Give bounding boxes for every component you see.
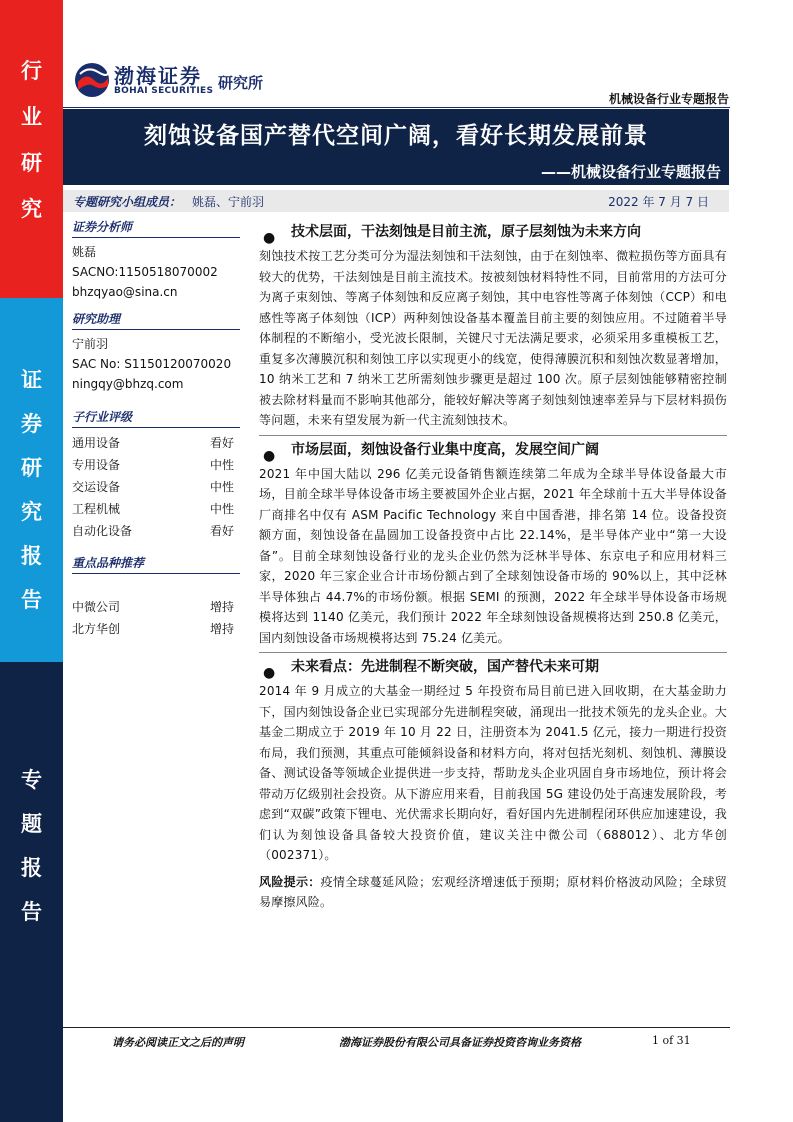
footer-qualification: 渤海证券股份有限公司具备证券投资咨询业务资格 [339,1036,581,1049]
section-heading: 市场层面，刻蚀设备行业集中度高，发展空间广阔 [291,441,599,458]
title-banner [63,109,729,185]
section-title-tech [259,218,727,246]
stock-rating: 增持 [209,600,234,614]
side-tab-char: 报 [21,543,42,568]
rating-industry: 专用设备 [72,458,121,472]
section-body-outlook: 2014 年 9 月成立的大基金一期经过 5 年投资布局目前已进入回收期，在大基金助力下，国内刻蚀设备企业已实现部分先进制程突破，涌现出一批技术领先的龙头企业。大基金二期成立于 2019 年 10 月 22 日，注册资本为 2041.5 亿元，接力一期进行投资布局，我们预测，其重点可能倾斜设备和材料方向，将对包括光刻机、刻蚀机、薄膜设备、测试设备等领域企业提供进一步支持，帮助龙头企业巩固自身市场地位，预计将会带动万亿级别社会投资。从下游应用来看，目前我国 5G 建设仍处于高速发展阶段，考虑到“双碳”政策下锂电、光伏需求长期向好，看好国内先进制程闭环供应加速建设，我们认为刻蚀设备具备较大投资价值，建议关注中微公司（688012）、北方华创（002371）。 [259,684,727,862]
rating-value: 中性 [209,502,234,516]
side-tab-char: 告 [21,899,42,924]
bullet-icon: ● [263,665,276,681]
page-title: 刻蚀设备国产替代空间广阔，看好长期发展前景 [144,122,648,149]
side-tab-char: 研 [21,455,42,480]
sub-industry-heading: 子行业评级 [72,408,240,428]
rating-value: 中性 [209,480,234,494]
footer-disclaimer: 请务必阅读正文之后的声明 [112,1036,244,1049]
report-type-label: 机械设备行业专题报告 [608,92,729,106]
stock-name: 北方华创 [72,622,121,636]
rating-row [72,520,240,542]
main-content [259,216,727,913]
section-body-tech: 刻蚀技术按工艺分类可分为湿法刻蚀和干法刻蚀，由于在刻蚀率、微粒损伤等方面具有较大的优势，干法刻蚀是目前主流技术。按被刻蚀材料特性不同，目前常用的方法可分为离子束刻蚀、等离子体刻蚀和反应离子刻蚀，其中电容性等离子体刻蚀（CCP）和电感性等离子体刻蚀（ICP）两种刻蚀设备基本覆盖目前主要的刻蚀应用。不过随着半导体制程的不断缩小，受光波长限制，关键尺寸无法满足要求，必须采用多重模板工艺，重复多次薄膜沉积和刻蚀工序以实现更小的线宽，使得薄膜沉积和刻蚀次数显著增加，10 纳米工艺和 7 纳米工艺所需刻蚀步骤更是超过 100 次。原子层刻蚀能够精密控制被去除材料量而不影响其他部分，能较好解决等离子刻蚀刻蚀速率差异与下层材料损伤等问题，未来有望发展为新一代主流刻蚀技术。 [259,249,727,427]
side-tab-char: 业 [21,104,42,129]
assistant-name: 宁前羽 [72,337,109,351]
analyst-email[interactable]: bhzqyao@sina.cn [72,285,178,299]
side-tab-char: 券 [21,411,42,436]
analyst-sac: SACNO:1150518070002 [72,265,218,279]
risk-label: 风险提示： [259,874,321,889]
section-heading: 技术层面，干法刻蚀是目前主流，原子层刻蚀为未来方向 [291,224,641,240]
rating-row [72,454,240,476]
side-tab-char: 行 [21,58,42,83]
rating-industry: 交运设备 [72,480,121,494]
rating-row [72,432,240,454]
stock-rating: 增持 [209,622,234,636]
page-subtitle: ——机械设备行业专题报告 [540,163,721,181]
team-label: 专题研究小组成员： [73,195,182,209]
footer-divider [63,1027,730,1028]
rating-value: 看好 [209,436,234,450]
rating-row [72,476,240,498]
side-tab-char: 究 [21,499,42,524]
team-names: 姚磊、宁前羽 [192,195,265,209]
team-bar [63,190,729,212]
logo-chinese-name: 渤海证券 [114,64,202,88]
side-tab-char: 证 [21,367,42,392]
side-tab-char: 题 [21,811,42,836]
side-tab-char: 究 [21,196,42,221]
stock-name: 中微公司 [72,600,121,614]
side-tab-char: 专 [21,767,42,792]
side-tab-industry-research [0,0,63,298]
report-date: 2022 年 7 月 7 日 [608,195,709,209]
risk-text: 疫情全球蔓延风险；宏观经济增速低于预期；原材料价格波动风险；全球贸易摩擦风险。 [259,874,727,909]
rating-value: 中性 [209,458,234,472]
stocks-heading: 重点品种推荐 [72,554,240,574]
section-body-market: 2021 年中国大陆以 296 亿美元设备销售额连续第二年成为全球半导体设备最大市场，目前全球半导体设备市场主要被国外企业占据，2021 年全球前十五大半导体设备厂商排名中仅有 ASM Pacific Technology 来自中国香港，排名第 14 位。设备投资额方面，刻蚀设备在晶圆加工设备投资中占比 22.14%，是半导体产业中“第一大设备”。目前全球刻蚀设备行业的龙头企业仍然为泛林半导体、东京电子和应用材料三家，2020 年三家企业合计市场份额占到了全球刻蚀设备市场的 90%以上，其中泛林半导体独占 44.7%的市场份额。根据 SEMI 的预测，2022 年全球半导体设备市场规模将达到 1140 亿美元，我们预计 2022 年全球刻蚀设备规模将达到 250.8 亿美元，国内刻蚀设备市场规模将达到 75.24 亿美元。 [259,466,727,645]
section-heading: 未来看点：先进制程不断突破，国产替代未来可期 [291,659,599,675]
assistant-sac: SAC No: S1150120070020 [72,357,232,371]
bullet-icon: ● [263,447,276,464]
left-sidebar [72,218,240,640]
bullet-icon: ● [263,230,276,246]
rating-industry: 通用设备 [72,436,121,450]
bohai-logo-icon [74,62,110,98]
stock-row [72,618,240,640]
analyst-heading: 证券分析师 [72,218,240,238]
side-tab-securities-report [0,298,63,662]
assistant-heading: 研究助理 [72,310,240,330]
side-tab-char: 报 [21,855,42,880]
assistant-email[interactable]: ningqy@bhzq.com [72,377,184,391]
rating-row [72,498,240,520]
section-title-market [259,435,727,464]
header-divider [63,107,730,108]
side-tab-char: 研 [21,150,42,175]
rating-value: 看好 [209,524,234,538]
section-title-outlook [259,652,727,681]
side-tab-char: 告 [21,587,42,612]
logo-english-name: BOHAI SECURITIES [114,86,214,96]
rating-industry: 工程机械 [72,502,121,516]
stock-row [72,596,240,618]
page-number: 1 of 31 [652,1034,691,1047]
institute-label: 研究所 [218,74,264,92]
rating-industry: 自动化设备 [72,524,133,538]
analyst-name: 姚磊 [72,245,97,259]
side-tab-special-report [0,662,63,1122]
risk-warning [259,872,727,913]
